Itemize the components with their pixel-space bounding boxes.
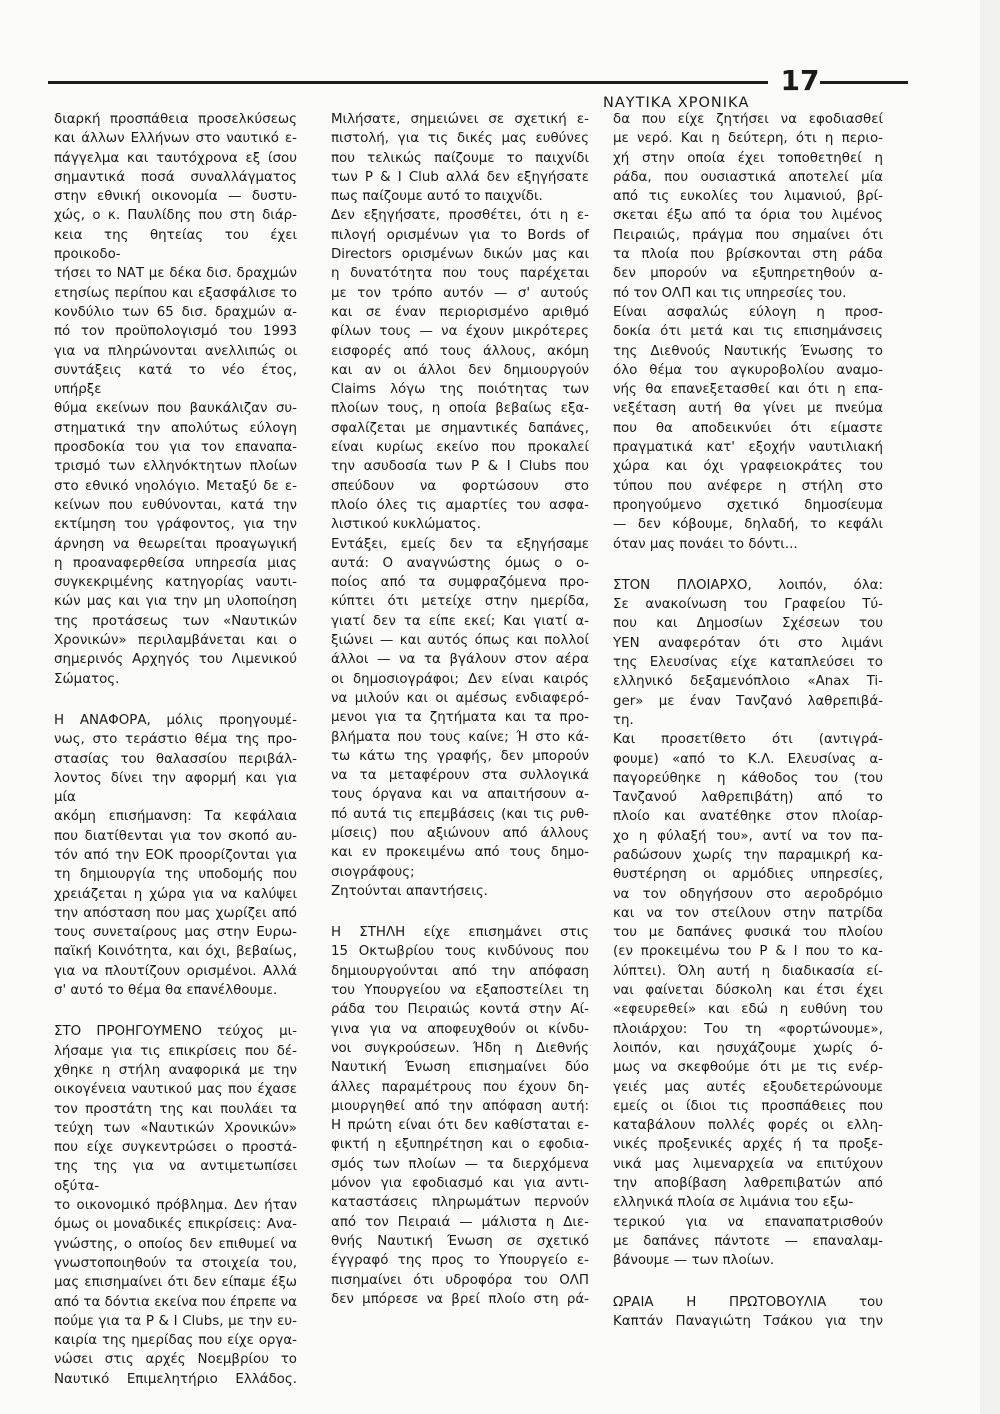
text-line: προσδοκία του για τον επαναπα- — [54, 440, 297, 456]
text-line: Εντάξει, εμείς δεν τα εξηγήσαμε — [331, 536, 589, 552]
paragraph-gap — [331, 901, 589, 923]
text-line: το οικονομικό πρόβλημα. Δεν ήταν — [54, 1198, 297, 1214]
text-line: και να τον στείλουν στην πατρίδα — [613, 905, 883, 921]
text-line: τεύχη των «Ναυτικών Χρονικών» — [54, 1120, 297, 1136]
text-line: παϊκή Κοινότητα, και όχι, βεβαίως, — [54, 944, 297, 960]
text-line: αυτά: Ο αναγνώστης όμως ο ο- — [331, 555, 589, 571]
text-line: χθηκε η στήλη αναφορικά με την — [54, 1062, 297, 1078]
text-line: για να πλουτίζουν ορισμένοι. Αλλά — [54, 963, 297, 979]
text-line: νως, στο τεράστιο θέμα της προ- — [54, 732, 297, 748]
text-line: τόν από την ΕΟΚ προορίζονται για — [54, 847, 297, 863]
text-line: — δεν κόβουμε, δηλαδή, το κεφάλι — [613, 517, 883, 533]
text-line: Καπτάν Παναγιώτη Τσάκου για την — [613, 1313, 883, 1329]
text-line: να τον οδηγήσουν στο αεροδρόμιο — [613, 886, 883, 902]
text-line: λοντος δίνει την αφορμή και για μία — [54, 770, 297, 806]
text-line: νοι συγκρούσεων. Ήδη η Διεθνής — [331, 1040, 589, 1056]
text-line: Και προσετίθετο ότι (αντιγρά- — [613, 732, 883, 748]
text-line: να μιλούν και οι αμέσως ενδιαφερό- — [331, 690, 589, 706]
text-line: κών μας και για την μη υλοποίηση — [54, 594, 297, 610]
text-line: πιλογή ορισμένων για το Bords of — [331, 227, 589, 243]
text-line: συγκεκριμένης κατηγορίας ναυτι- — [54, 575, 297, 591]
text-line: τους συνεταίρους μας στην Ευρω- — [54, 925, 297, 941]
text-line: Η ΣΤΗΛΗ είχε επισημάνει στις — [331, 925, 589, 941]
text-line: Directors ορισμένων δικών μας και — [331, 247, 589, 263]
text-line: γνωστοποιηθούν τα στοιχεία του, — [54, 1255, 297, 1271]
text-line: γνώστης, ο οποίος δεν επιθυμεί να — [54, 1236, 297, 1252]
text-line: δεν μπορούν να εξυπηρετηθούν α- — [613, 266, 883, 282]
text-line: και εν προκειμένω από τους δημο- — [331, 845, 589, 861]
text-line: θυστέρηση οι αρμόδιες υπηρεσίες, — [613, 867, 883, 883]
text-line: ραδώσουν χωρίς την παραμικρή κα- — [613, 847, 883, 863]
text-line: της Διεθνούς Ναυτικής Ένωσης το — [613, 343, 883, 359]
text-line: γινα για να αποφευχθούν οι κίνδυ- — [331, 1021, 589, 1037]
text-line: μως να σκεφθούμε ότι με τις ενέρ- — [613, 1060, 883, 1076]
text-line: ράδα του Πειραιώς κοντά στην Αί- — [331, 1002, 589, 1018]
text-line: πό αυτά τις επεμβάσεις (και τις ρυθ- — [331, 806, 589, 822]
text-line: 15 Οκτωβρίου τους κινδύνους που — [331, 944, 589, 960]
text-line: τον προστάτη της και πουλάει τα — [54, 1101, 297, 1117]
text-line: χο η φύλαξή του», αντί να τον πα- — [613, 828, 883, 844]
text-line: στο εθνικό νηολόγιο. Μεταξύ δε ε- — [54, 478, 297, 494]
text-line: τήσει το ΝΑΤ με δέκα δισ. δραχμών — [54, 266, 297, 282]
text-line: πισημαίνει ότι υδροφόρα του ΟΛΠ — [331, 1272, 589, 1288]
text-line: ger» με έναν Τανζανό λαθρεπιβά- — [613, 693, 883, 709]
paragraph-gap — [54, 689, 297, 711]
text-line: κύπτει ότι μετείχε στην ημερίδα, — [331, 594, 589, 610]
text-line: για να πληρώνονται ανελλιπώς οι — [54, 343, 297, 359]
text-line: η προαναφερθείσα υπηρεσία μιας — [54, 555, 297, 571]
paragraph-gap — [613, 1271, 883, 1293]
text-line: με δαπάνες πάντοτε — επαναλαμ- — [613, 1233, 883, 1249]
text-line: που διατίθενται για τον σκοπό αυ- — [54, 828, 297, 844]
text-line: κονδύλιο των 65 δισ. δραχμών α- — [54, 304, 297, 320]
text-line: με τον τρόπο αυτόν — σ' αυτούς — [331, 285, 589, 301]
text-line: την αποβίβαση λαθρεπιβατών από — [613, 1176, 883, 1192]
text-line: πό τον προϋπολογισμό του 1993 — [54, 324, 297, 340]
text-line: τύπου που ανέφερε η στήλη στο — [613, 478, 883, 494]
text-line: ΣΤΟ ΠΡΟΗΓΟΥΜΕΝΟ τεύχος μι- — [54, 1024, 297, 1040]
text-line: Δεν εξηγήσατε, προσθέτει, ότι η ε- — [331, 208, 589, 224]
text-line: με νερό. Και η δεύτερη, ότι η περιο- — [613, 131, 883, 147]
header-rule-right — [820, 81, 908, 84]
text-line: όταν μας πονάει το δόντι... — [613, 536, 798, 552]
text-line: άλλοι — να τα βγάλουν στον αέρα — [331, 652, 589, 668]
page-edge — [980, 0, 1000, 1414]
text-line: ελληνικό δεξαμενόπλοιο «Anax Ti- — [613, 674, 883, 690]
text-line: πό τον ΟΛΠ και τις υπηρεσίες του. — [613, 285, 847, 301]
text-line: λήσαμε για τις επικρίσεις που δέ- — [54, 1043, 297, 1059]
paragraph-gap — [54, 1000, 297, 1022]
text-line: που είχε συγκεντρώσει ο προστά- — [54, 1140, 297, 1156]
text-line: πιστολή, για τις δικές μας ευθύνες — [331, 131, 589, 147]
text-line: πούμε για τα P & I Clubs, με την ευ- — [54, 1313, 297, 1329]
text-line: της Ελευσίνας είχε καταπλεύσει το — [613, 655, 883, 671]
text-line: και σε έναν περιορισμένο αριθμό — [331, 304, 589, 320]
text-line: πλοίο και ανατέθηκε στον πλοίαρ- — [613, 809, 883, 825]
text-line: από τις ευκολίες του λιμανιού, βρί- — [613, 189, 883, 205]
text-line: χώρα και όχι γραφειοκράτες του — [613, 459, 883, 475]
text-line: είναι κυρίως εκείνο που προκαλεί — [331, 440, 589, 456]
text-line: σημαντικά ποσά συναλλάγματος — [54, 169, 297, 185]
text-line: η δυνατότητα που τους παρέχεται — [331, 266, 589, 282]
text-line: τερικού για να επαναπατρισθούν — [613, 1214, 883, 1230]
text-line: οικογένεια ναυτικού μας που έχασε — [54, 1082, 297, 1098]
text-line: κεια της θητείας του έχει προικοδο- — [54, 227, 297, 263]
text-line: τη δημιουργία της υποδομής που — [54, 867, 297, 883]
text-line: Ζητούνται απαντήσεις. — [331, 883, 488, 899]
text-line: να τα μεταφέρουν στα συλλογικά — [331, 768, 589, 784]
text-line: Η ΑΝΑΦΟΡΑ, μόλις προηγουμέ- — [54, 712, 297, 728]
text-line: δεν μπόρεσε να βρεί πλοίο στη ρά- — [331, 1291, 589, 1307]
text-line: τα πλοία που βρίσκονται στη ράδα — [613, 247, 883, 263]
running-head: ΝΑΥΤΙΚΑ ΧΡΟΝΙΚΑ — [603, 95, 750, 111]
text-line: Ναυτικό Επιμελητήριο Ελλάδος. — [54, 1371, 297, 1387]
header-rule — [48, 81, 768, 84]
text-line: στασίας του θαλασσίου περιβάλ- — [54, 751, 297, 767]
text-line: σπεύδουν να φορτώσουν στο — [331, 478, 589, 494]
text-line: των P & I Club αλλά δεν εξηγήσατε — [331, 169, 589, 185]
text-line: τη. — [613, 712, 634, 728]
text-line: άρνηση να θεωρείται προαγωγική — [54, 536, 297, 552]
text-line: τρισμό των ελληνόκτητων πλοίων — [54, 459, 297, 475]
text-line: εισφορές από τους άλλους, ακόμη — [331, 343, 589, 359]
text-line: πως παίζουμε αυτό το παιχνίδι. — [331, 189, 543, 205]
text-line: Είναι ασφαλώς εύλογη η προσ- — [613, 304, 883, 320]
text-line: Σε ανακοίνωση του Γραφείου Τύ- — [613, 597, 883, 613]
text-line: του με δαπάνες φυσικά του πλοίου — [613, 925, 883, 941]
text-line: δα που είχε ζητήσει να εφοδιασθεί — [613, 112, 883, 127]
text-line: του Υπουργείου να εξαποστείλει τη — [331, 983, 589, 999]
text-line: την ασυδοσία των P & I Clubs που — [331, 459, 589, 475]
text-line: μενοι για τα ζητήματα και τα προ- — [331, 710, 589, 726]
text-line: που και Δημοσίων Σχέσεων του — [613, 616, 883, 632]
text-line: γιατί δεν τα είπε εκεί; Και γιατί α- — [331, 613, 589, 629]
text-column-2 — [331, 110, 589, 1309]
text-line: βλήματα που τους καίνε; Ή στο κά- — [331, 729, 589, 745]
text-line: ΩΡΑΙΑ Η ΠΡΩΤΟΒΟΥΛΙΑ του — [613, 1294, 883, 1310]
text-line: της της για να αντιμετωπίσει οξύτα- — [54, 1159, 297, 1194]
text-line: πλοίων τους, η οποία βεβαίως εξα- — [331, 401, 589, 417]
text-line: πραγματικά κατ' εξοχήν ναυτιλιακή — [613, 440, 883, 456]
text-line: Χρονικών» περιλαμβάνεται και ο — [54, 633, 297, 649]
text-line: ράδα, που ουσιαστικά αποτελεί μία — [613, 169, 883, 185]
text-line: παγορεύθηκε η κάθοδος του (του — [613, 770, 883, 786]
text-line: μιουργηθεί από την απόφαση αυτή: — [331, 1098, 589, 1114]
text-line: σ' αυτό το θέμα θα επανέλθουμε. — [54, 983, 278, 999]
paragraph-gap — [613, 554, 883, 576]
text-column-3 — [613, 110, 883, 1331]
text-line: πλοιάρχου: Του τη «φορτώνουμε», — [613, 1021, 883, 1037]
text-line: σκεται έξω από τα όρια του λιμένος — [613, 208, 883, 224]
text-line: νώσει στις αρχές Νοεμβρίου το — [54, 1352, 297, 1368]
text-line: καταβάλουν πολλές φορές οι ελλη- — [613, 1118, 883, 1134]
text-line: καταστάσεις πληρωμάτων περνούν — [331, 1195, 589, 1211]
text-line: και αν οι άλλοι δεν δημιουργούν — [331, 362, 589, 378]
text-line: φουμε) «από το Κ.Λ. Ελευσίνας α- — [613, 751, 883, 767]
text-line: τω κάτω της γραφής, δεν μπορούν — [331, 748, 589, 764]
text-line: από τον Πειραιά — μάλιστα η Διε- — [331, 1214, 589, 1230]
text-line: κείνων που ευθύνονται, κατά την — [54, 497, 297, 513]
text-line: όμως οι μοναδικές επικρίσεις: Ανα- — [54, 1217, 297, 1233]
text-line: θύμα εκείνων που βαυκάλιζαν συ- — [54, 401, 297, 417]
text-line: χρειάζεται η χώρα για να καλύψει — [54, 886, 297, 902]
text-line: και άλλων Ελλήνων στο ναυτικό ε- — [54, 131, 297, 147]
text-line: πλοίο όλες τις αμαρτίες του ασφα- — [331, 497, 589, 513]
text-line: ΣΤΟΝ ΠΛΟΙΑΡΧΟ, λοιπόν, όλα: — [613, 577, 883, 593]
text-line: ναι φαίνεται δύσκολη και έτσι έχει — [613, 983, 883, 999]
text-line: μας επισημαίνει ότι δεν είπαμε έξω — [54, 1275, 297, 1291]
text-line: εμείς οι ίδιοι τις προσπάθειες που — [613, 1098, 883, 1114]
text-line: Σώματος. — [54, 671, 120, 687]
text-line: καιρία της ημερίδας που είχε οργα- — [54, 1333, 297, 1349]
text-line: δοκία ότι μετά και τις επισημάνσεις — [613, 324, 883, 340]
text-line: ξιώνει — και αυτός όπως και πολλοί — [331, 633, 589, 649]
text-line: θνής Ναυτική Ένωση σε σχετικό — [331, 1233, 589, 1249]
text-line: λύπτει). Όλη αυτή η διαδικασία εί- — [613, 963, 883, 979]
text-line: ποίος από τα συμφραζόμενα προ- — [331, 575, 589, 591]
text-line: Ναυτική Ένωση επισημαίνει δύο — [331, 1060, 589, 1076]
text-line: βάνουμε — των πλοίων. — [613, 1253, 775, 1269]
text-line: φίλων τους — να έχουν μικρότερες — [331, 324, 589, 340]
text-line: Η πρώτη είναι ότι δεν καθίσταται ε- — [331, 1118, 589, 1134]
text-line: οι δημοσιογράφοι; Δεν είναι καιρός — [331, 671, 589, 687]
text-line: στηματικά την απολύτως εύλογη — [54, 420, 297, 436]
text-line: ελληνικά πλοία σε λιμάνια του εξω- — [613, 1195, 854, 1211]
text-line: σμός των πλοίων — τα διερχόμενα — [331, 1156, 589, 1172]
text-line: σημερινός Αρχηγός του Λιμενικού — [54, 652, 297, 668]
text-line: Τανζανού λαθρεπιβάτη) από το — [613, 790, 883, 806]
text-line: «εφευρεθεί» και εδώ η ευθύνη του — [613, 1002, 883, 1018]
text-line: σιογράφους; — [331, 864, 415, 880]
text-line: χή στην οποία έχει τοποθετηθεί η — [613, 150, 883, 166]
text-line: νικές προξενικές αρχές ή τα προξε- — [613, 1137, 883, 1153]
text-line: που τελικώς παίζουμε το παιχνίδι — [331, 150, 589, 166]
text-line: Πειραιώς, πράγμα που σημαίνει ότι — [613, 227, 883, 243]
text-line: Μιλήσατε, σημειώνει σε σχετική ε- — [331, 112, 589, 127]
text-line: την απόσταση που μας χωρίζει από — [54, 905, 297, 921]
text-line: σφαλίζεται με σημαντικές δαπάνες, — [331, 420, 589, 436]
text-line: ΥΕΝ αναφερόταν ότι στο λιμάνι — [613, 635, 883, 651]
text-line: (εν προκειμένω του P & I που το κα- — [613, 944, 883, 960]
text-line: δημιουργούνται από την απόφαση — [331, 963, 589, 979]
text-line: ετησίως περίπου και εξασφάλισε το — [54, 285, 297, 301]
text-line: της προτάσεως των «Ναυτικών — [54, 613, 297, 629]
text-line: γειές μας αυτές εξουδετερώνουμε — [613, 1079, 883, 1095]
text-line: νής θα επανεξετασθεί και ότι η επα- — [613, 382, 883, 398]
text-line: πάγγελμα και ταυτόχρονα εξ ίσου — [54, 150, 297, 166]
text-line: τους όργανα και να απαιτήσουν α- — [331, 787, 589, 803]
text-line: συντάξεις κατά το νέο έτος, υπήρξε — [54, 362, 297, 398]
text-line: στην εθνική οικονομία — δυστυ- — [54, 189, 297, 205]
text-line: εκτίμηση του γράφοντος, για την — [54, 517, 297, 533]
text-line: διαρκή προσπάθεια προσελκύσεως — [54, 112, 297, 127]
text-line: ακόμη επισήμανση: Τα κεφάλαια — [54, 809, 297, 825]
text-line: μόνον για εφοδιασμό και για αντι- — [331, 1176, 589, 1192]
text-line: νεξέταση αυτή θα γίνει με πνεύμα — [613, 401, 883, 417]
page-number: 17 — [780, 64, 820, 97]
text-line: Claims λόγω της ποιότητας των — [331, 382, 589, 398]
text-line: που θα αποδεικνύει ότι είμαστε — [613, 420, 883, 436]
text-line: νικά μας λιμεναρχεία να επιτύχουν — [613, 1156, 883, 1172]
text-line: προηγούμενο σχετικό δημοσίευμα — [613, 497, 883, 513]
text-line: μίσεις) που αξιώνουν από άλλους — [331, 825, 589, 841]
text-line: φικτή η εξυπηρέτηση και ο εφοδια- — [331, 1137, 589, 1153]
text-line: χώς, ο κ. Παυλίδης που στη διάρ- — [54, 208, 297, 224]
text-line: λοιπόν, και ησυχάζουμε χωρίς ό- — [613, 1040, 883, 1056]
text-line: όλο θέμα του αγκυροβολίου αναμο- — [613, 362, 883, 378]
text-column-1 — [54, 110, 297, 1389]
text-line: από τα δόντια εκείνα που έπρεπε να — [54, 1294, 297, 1310]
text-line: λιστικού κυκλώματος. — [331, 517, 482, 533]
text-line: άλλες παραμέτρους που έχουν δη- — [331, 1079, 589, 1095]
text-line: έγγραφό της προς το Υπουργείο ε- — [331, 1253, 589, 1269]
